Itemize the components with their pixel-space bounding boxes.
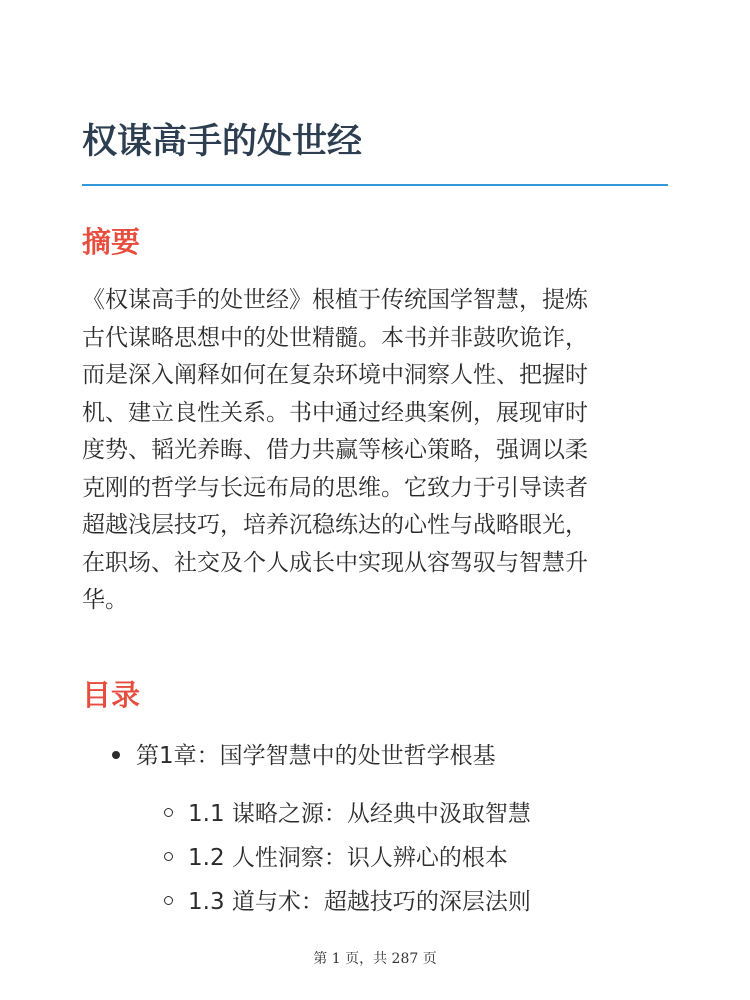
abstract-line: 华。 bbox=[82, 587, 128, 613]
bullet-circle-icon bbox=[164, 808, 173, 817]
page-footer: 第 1 页，共 287 页 bbox=[313, 951, 437, 967]
toc-chapter-label: 第1章：国学智慧中的处世哲学根基 bbox=[136, 743, 496, 769]
toc-section-item[interactable] bbox=[164, 840, 508, 876]
bullet-circle-icon bbox=[164, 852, 173, 861]
abstract-line: 而是深入阐释如何在复杂环境中洞察人性、把握时 bbox=[82, 362, 588, 388]
abstract-line: 机、建立良性关系。书中通过经典案例，展现审时 bbox=[82, 399, 588, 426]
abstract-paragraph bbox=[82, 282, 672, 620]
abstract-heading: 摘要 bbox=[82, 225, 141, 259]
abstract-line: 《权谋高手的处世经》根植于传统国学智慧，提炼 bbox=[82, 287, 588, 313]
toc-section-label: 1.2 人性洞察：识人辨心的根本 bbox=[188, 845, 508, 871]
bullet-circle-icon bbox=[164, 896, 173, 905]
document-title: 权谋高手的处世经 bbox=[82, 122, 363, 162]
abstract-line: 古代谋略思想中的处世精髓。本书并非鼓吹诡诈， bbox=[82, 324, 588, 351]
abstract-line: 度势、韬光养晦、借力共赢等核心策略，强调以柔 bbox=[82, 437, 588, 463]
title-divider bbox=[82, 184, 668, 186]
bullet-disc-icon bbox=[112, 751, 120, 759]
toc-chapter-item[interactable] bbox=[112, 738, 496, 774]
toc-section-item[interactable] bbox=[164, 884, 531, 920]
toc-heading: 目录 bbox=[82, 678, 141, 712]
abstract-line: 克刚的哲学与长远布局的思维。它致力于引导读者 bbox=[82, 474, 588, 501]
toc-section-label: 1.1 谋略之源：从经典中汲取智慧 bbox=[188, 801, 531, 827]
toc-section-label: 1.3 道与术：超越技巧的深层法则 bbox=[188, 889, 531, 915]
abstract-line: 在职场、社交及个人成长中实现从容驾驭与智慧升 bbox=[82, 549, 588, 576]
abstract-line: 超越浅层技巧，培养沉稳练达的心性与战略眼光， bbox=[82, 512, 588, 538]
toc-section-item[interactable] bbox=[164, 796, 531, 832]
